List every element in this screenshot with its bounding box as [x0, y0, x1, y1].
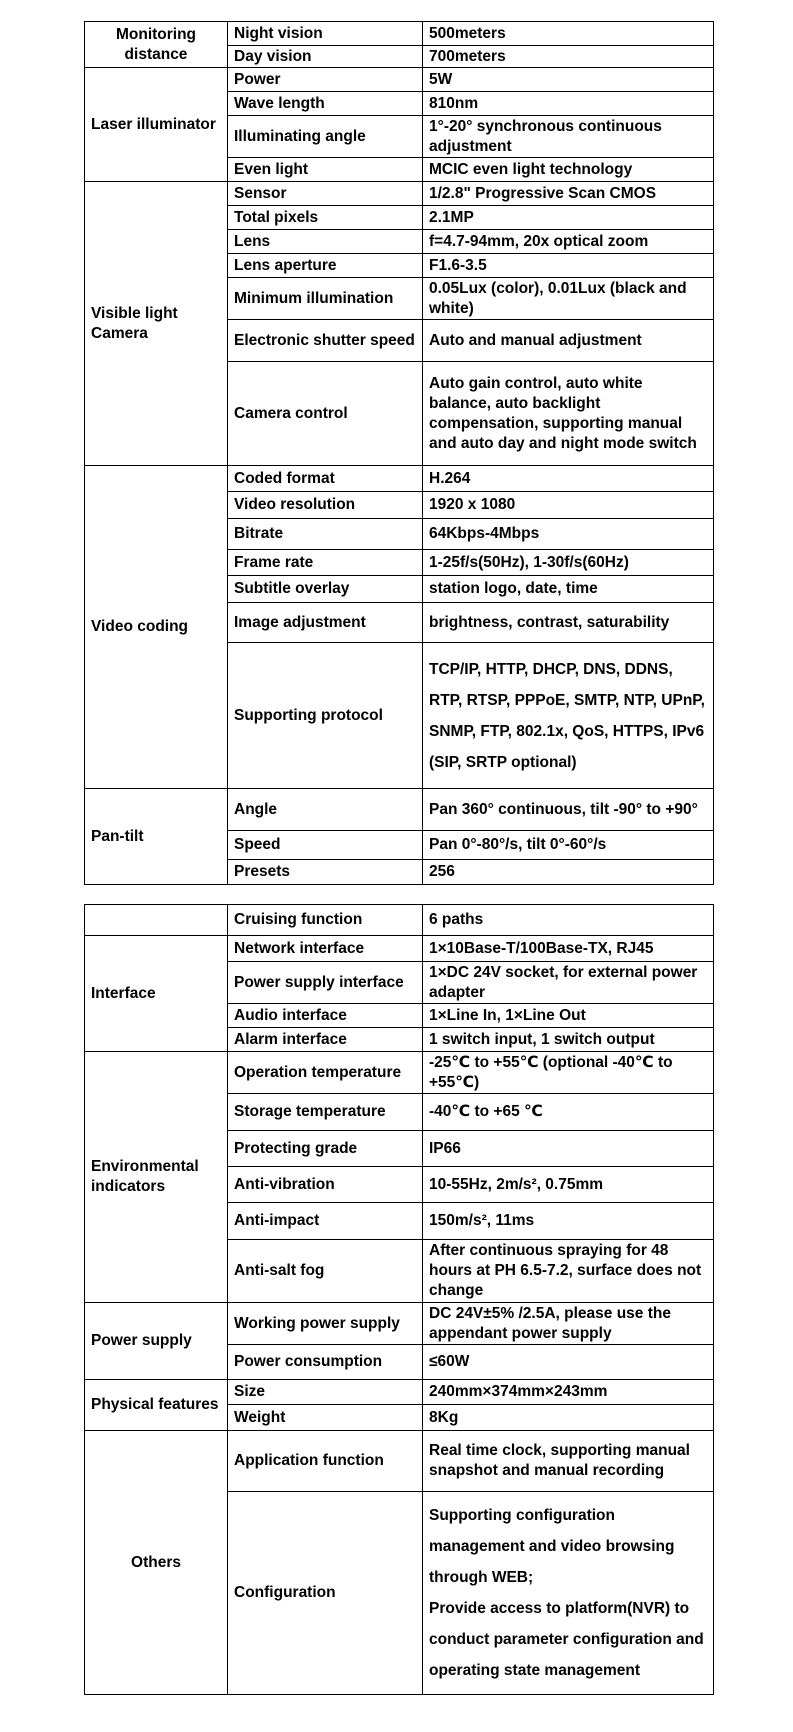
table-row: [85, 182, 714, 206]
value-cell: 1 switch input, 1 switch output: [423, 1028, 714, 1052]
value-cell: Pan 0°-80°/s, tilt 0°-60°/s: [423, 831, 714, 860]
param-cell: Supporting protocol: [228, 643, 423, 789]
param-cell: Audio interface: [228, 1004, 423, 1028]
value-cell: 1×DC 24V socket, for external power adapter: [423, 962, 714, 1004]
category-cell: Environmental indicators: [85, 1052, 228, 1303]
value-cell: 8Kg: [423, 1405, 714, 1431]
table-row: [85, 22, 714, 46]
value-cell: MCIC even light technology: [423, 158, 714, 182]
param-cell: Weight: [228, 1405, 423, 1431]
value-cell: Real time clock, supporting manual snapshot and manual recording: [423, 1431, 714, 1492]
category-cell: [85, 905, 228, 936]
param-cell: Power: [228, 68, 423, 92]
param-cell: Presets: [228, 860, 423, 885]
param-cell: Operation temperature: [228, 1052, 423, 1094]
value-cell: brightness, contrast, saturability: [423, 603, 714, 643]
param-cell: Even light: [228, 158, 423, 182]
param-cell: Cruising function: [228, 905, 423, 936]
param-cell: Minimum illumination: [228, 278, 423, 320]
value-cell: TCP/IP, HTTP, DHCP, DNS, DDNS, RTP, RTSP, PPPoE, SMTP, NTP, UPnP, SNMP, FTP, 802.1x, QoS, HTTPS, IPv6 (SIP, SRTP optional): [423, 643, 714, 789]
value-cell: 150m/s², 11ms: [423, 1203, 714, 1240]
param-cell: Power consumption: [228, 1345, 423, 1380]
value-cell: -25℃ to +55℃ (optional -40℃ to +55℃): [423, 1052, 714, 1094]
category-cell: Physical features: [85, 1380, 228, 1431]
param-cell: Electronic shutter speed: [228, 320, 423, 362]
value-cell: [423, 1492, 714, 1695]
value-cell: 10-55Hz, 2m/s², 0.75mm: [423, 1167, 714, 1203]
param-cell: Power supply interface: [228, 962, 423, 1004]
param-cell: Frame rate: [228, 550, 423, 576]
param-cell: Wave length: [228, 92, 423, 116]
value-cell: DC 24V±5% /2.5A, please use the appendant power supply: [423, 1303, 714, 1345]
param-cell: Lens: [228, 230, 423, 254]
value-cell: 64Kbps-4Mbps: [423, 519, 714, 550]
param-cell: Working power supply: [228, 1303, 423, 1345]
value-cell: f=4.7-94mm, 20x optical zoom: [423, 230, 714, 254]
value-cell: 1×10Base-T/100Base-TX, RJ45: [423, 936, 714, 962]
table-row: [85, 1052, 714, 1094]
value-cell: H.264: [423, 466, 714, 492]
value-cell: After continuous spraying for 48 hours at PH 6.5-7.2, surface does not change: [423, 1240, 714, 1303]
param-cell: Size: [228, 1380, 423, 1405]
value-cell: IP66: [423, 1131, 714, 1167]
param-cell: Configuration: [228, 1492, 423, 1695]
spec-table-1: [84, 21, 714, 885]
param-cell: Lens aperture: [228, 254, 423, 278]
param-cell: Night vision: [228, 22, 423, 46]
value-cell: -40℃ to +65 ℃: [423, 1094, 714, 1131]
param-cell: Alarm interface: [228, 1028, 423, 1052]
param-cell: Anti-impact: [228, 1203, 423, 1240]
value-cell: 1920 x 1080: [423, 492, 714, 519]
param-cell: Total pixels: [228, 206, 423, 230]
value-cell: Pan 360° continuous, tilt -90° to +90°: [423, 789, 714, 831]
table-row: [85, 789, 714, 831]
table-row: [85, 936, 714, 962]
param-cell: Speed: [228, 831, 423, 860]
value-cell: 1-25f/s(50Hz), 1-30f/s(60Hz): [423, 550, 714, 576]
param-cell: Storage temperature: [228, 1094, 423, 1131]
param-cell: Camera control: [228, 362, 423, 466]
value-cell: 240mm×374mm×243mm: [423, 1380, 714, 1405]
value-cell: 700meters: [423, 46, 714, 68]
category-cell: Visible light Camera: [85, 182, 228, 466]
category-cell: Laser illuminator: [85, 68, 228, 182]
value-cell: ≤60W: [423, 1345, 714, 1380]
value-cell: 0.05Lux (color), 0.01Lux (black and white): [423, 278, 714, 320]
value-cell: 6 paths: [423, 905, 714, 936]
value-cell: 1°-20° synchronous continuous adjustment: [423, 116, 714, 158]
value-cell: 500meters: [423, 22, 714, 46]
value-cell: 1×Line In, 1×Line Out: [423, 1004, 714, 1028]
value-cell: 1/2.8" Progressive Scan CMOS: [423, 182, 714, 206]
param-cell: Angle: [228, 789, 423, 831]
value-cell: 810nm: [423, 92, 714, 116]
param-cell: Subtitle overlay: [228, 576, 423, 603]
config-text-line-1: Supporting configuration management and video browsing through WEB;: [429, 1507, 675, 1586]
value-cell: station logo, date, time: [423, 576, 714, 603]
param-cell: Bitrate: [228, 519, 423, 550]
table-row: [85, 466, 714, 492]
value-cell: F1.6-3.5: [423, 254, 714, 278]
param-cell: Sensor: [228, 182, 423, 206]
param-cell: Application function: [228, 1431, 423, 1492]
param-cell: Illuminating angle: [228, 116, 423, 158]
category-cell: Others: [85, 1431, 228, 1695]
param-cell: Protecting grade: [228, 1131, 423, 1167]
category-cell: Monitoring distance: [85, 22, 228, 68]
table-row: [85, 905, 714, 936]
param-cell: Image adjustment: [228, 603, 423, 643]
value-cell: 5W: [423, 68, 714, 92]
param-cell: Anti-salt fog: [228, 1240, 423, 1303]
param-cell: Anti-vibration: [228, 1167, 423, 1203]
category-cell: Video coding: [85, 466, 228, 789]
param-cell: Coded format: [228, 466, 423, 492]
table-row: [85, 1380, 714, 1405]
category-cell: Interface: [85, 936, 228, 1052]
value-cell: Auto gain control, auto white balance, auto backlight compensation, supporting manual and auto day and night mode switch: [423, 362, 714, 466]
value-cell: 2.1MP: [423, 206, 714, 230]
value-cell: Auto and manual adjustment: [423, 320, 714, 362]
param-cell: Day vision: [228, 46, 423, 68]
category-cell: Power supply: [85, 1303, 228, 1380]
value-cell: 256: [423, 860, 714, 885]
spec-table-2: [84, 904, 714, 1695]
param-cell: Network interface: [228, 936, 423, 962]
param-cell: Video resolution: [228, 492, 423, 519]
config-text-line-2: Provide access to platform(NVR) to conduct parameter configuration and operating state management: [429, 1600, 704, 1679]
table-row: [85, 68, 714, 92]
table-row: [85, 1431, 714, 1492]
table-row: [85, 1303, 714, 1345]
category-cell: Pan-tilt: [85, 789, 228, 885]
